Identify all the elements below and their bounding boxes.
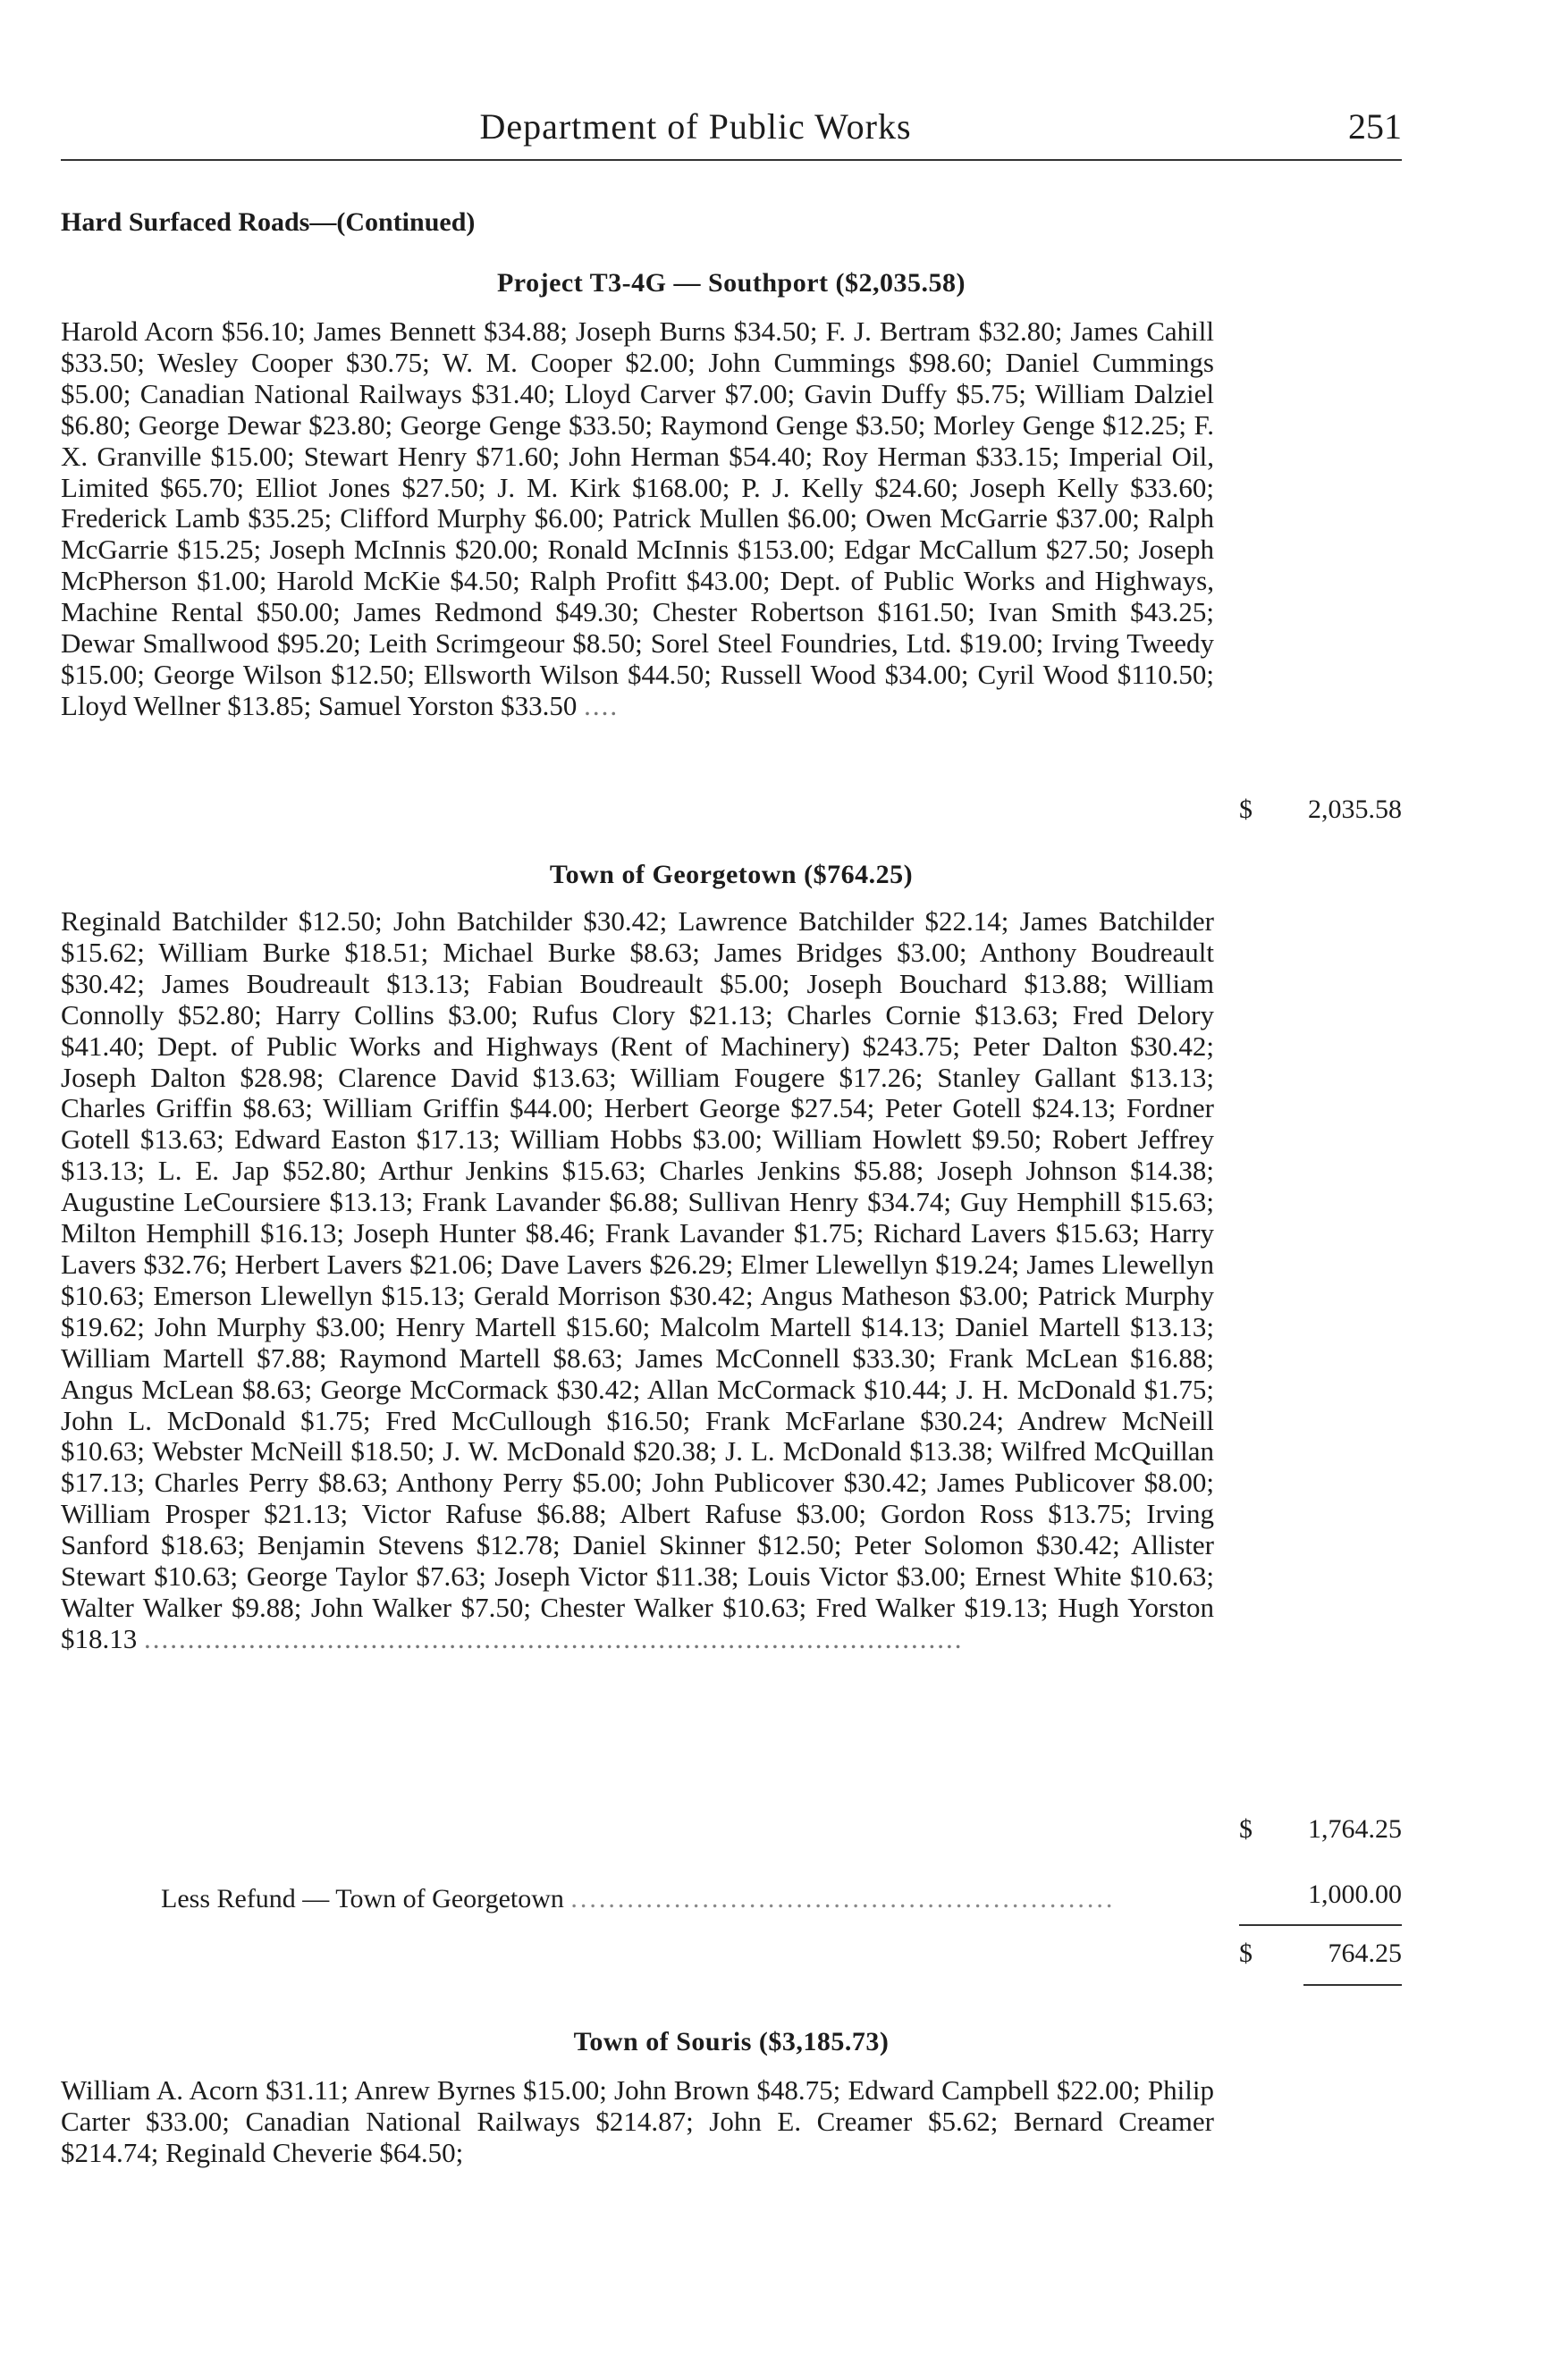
header-rule <box>61 159 1402 161</box>
paragraph-text: Reginald Batchilder $12.50; John Batchilder $30.42; Lawrence Batchilder $22.14; James Batchilder $15.62; William Burke $18.51; Michael Burke $8.63; James Bridges $3.00; Anthony Boudreault $30.42; James Boudreault $13.13; Fabian Boudreault $5.00; Joseph Bouchard $13.88; William Connolly $52.80; Harry Collins $3.00; Rufus Clory $21.13; Charles Cornie $13.63; Fred Delory $41.40; Dept. of Public Works and Highways (Rent of Machinery) $243.75; Peter Dalton $30.42; Joseph Dalton $28.98; Clarence David $13.63; William Fougere $17.26; Stanley Gallant $13.13; Charles Griffin $8.63; William Griffin $44.00; Herbert George $27.54; Peter Gotell $24.13; Fordner Gotell $13.63; Edward Easton $17.13; William Hobbs $3.00; William Howlett $9.50; Robert Jeffrey $13.13; L. E. Jap $52.80; Arthur Jenkins $15.63; Charles Jenkins $5.88; Joseph Johnson $14.38; Augustine LeCoursiere $13.13; Frank Lavander $6.88; Sullivan Henry $34.74; Guy Hemphill $15.63; Milton Hemphill $16.13; Joseph Hunter $8.46; Frank Lavander $1.75; Richard Lavers $15.63; Harry Lavers $32.76; Herbert Lavers $21.06; Dave Lavers $26.29; Elmer Llewellyn $19.24; James Llewellyn $10.63; Emerson Llewellyn $15.13; Gerald Morrison $30.42; Angus Matheson $3.00; Patrick Murphy $19.62; John Murphy $3.00; Henry Martell $15.60; Malcolm Martell $14.13; Daniel Martell $13.13; William Martell $7.88; Raymond Martell $8.63; James McConnell $33.30; Frank McLean $16.88; Angus McLean $8.63; George McCormack $30.42; Allan McCormack $10.44; J. H. McDonald $1.75; John L. McDonald $1.75; Fred McCullough $16.50; Frank McFarlane $30.24; Andrew McNeill $10.63; Webster McNeill $18.50; J. W. McDonald $20.38; J. L. McDonald $13.38; Wilfred McQuillan $17.13; Charles Perry $8.63; Anthony Perry $5.00; John Publicover $30.42; James Publicover $8.00; William Prosper $21.13; Victor Rafuse $6.88; Albert Rafuse $3.00; Gordon Ross $13.75; Irving Sanford $18.63; Benjamin Stevens $12.78; Daniel Skinner $12.50; Peter Solomon $30.42; Allister Stewart $10.63; George Taylor $7.63; Joseph Victor $11.38; Louis Victor $3.00; Ernest White $10.63; Walter Walker $9.88; John Walker $7.50; Chester Walker $10.63; Fred Walker $19.13; Hugh Yorston $18.13 <box>61 905 1214 1654</box>
less-refund-line <box>61 1884 1214 1914</box>
currency-symbol: $ <box>1239 1938 1253 1968</box>
dot-leader: .............................................................................................. <box>144 1622 964 1654</box>
paragraph-souris <box>61 2075 1214 2169</box>
dot-leader: .......................................................... <box>570 1884 1116 1913</box>
section-heading: Hard Surfaced Roads—(Continued) <box>61 207 476 237</box>
amount-value: 1,000.00 <box>1308 1880 1402 1909</box>
currency-symbol: $ <box>1239 1814 1253 1844</box>
block-title-souris: Town of Souris ($3,185.73) <box>573 2027 890 2056</box>
running-head <box>61 105 1402 159</box>
block-title-georgetown: Town of Georgetown ($764.25) <box>549 860 914 889</box>
dot-leader: .... <box>584 689 620 721</box>
amount-value: 1,764.25 <box>1308 1814 1402 1844</box>
paragraph-text: William A. Acorn $31.11; Anrew Byrnes $15.00; John Brown $48.75; Edward Campbell $22.00; Philip Carter $33.00; Canadian National Railways $214.87; John E. Creamer $5.62; Bernard Creamer $214.74; Reginald Cheverie $64.50; <box>61 2074 1214 2168</box>
amount-value: 764.25 <box>1328 1938 1402 1968</box>
running-title: Department of Public Works <box>479 106 912 147</box>
total-rule <box>1303 1984 1402 1986</box>
currency-symbol: $ <box>1239 795 1253 824</box>
subtotal-rule <box>1239 1924 1402 1926</box>
block-title-southport: Project T3-4G — Southport ($2,035.58) <box>496 268 966 298</box>
less-refund-label: Less Refund — Town of Georgetown <box>161 1884 564 1913</box>
page-number: 251 <box>1348 106 1402 147</box>
paragraph-georgetown <box>61 906 1214 1655</box>
paragraph-text: Harold Acorn $56.10; James Bennett $34.88; Joseph Burns $34.50; F. J. Bertram $32.80; James Cahill $33.50; Wesley Cooper $30.75; W. M. Cooper $2.00; John Cummings $98.60; Daniel Cummings $5.00; Canadian National Railways $31.40; Lloyd Carver $7.00; Gavin Duffy $5.75; William Dalziel $6.80; George Dewar $23.80; George Genge $33.50; Raymond Genge $3.50; Morley Genge $12.25; F. X. Granville $15.00; Stewart Henry $71.60; John Herman $54.40; Roy Herman $33.15; Imperial Oil, Limited $65.70; Elliot Jones $27.50; J. M. Kirk $168.00; P. J. Kelly $24.60; Joseph Kelly $33.60; Frederick Lamb $35.25; Clifford Murphy $6.00; Patrick Mullen $6.00; Owen McGarrie $37.00; Ralph McGarrie $15.25; Joseph McInnis $20.00; Ronald McInnis $153.00; Edgar McCallum $27.50; Joseph McPherson $1.00; Harold McKie $4.50; Ralph Profitt $43.00; Dept. of Public Works and Highways, Machine Rental $50.00; James Redmond $49.30; Chester Robertson $161.50; Ivan Smith $43.25; Dewar Smallwood $95.20; Leith Scrimgeour $8.50; Sorel Steel Foundries, Ltd. $19.00; Irving Tweedy $15.00; George Wilson $12.50; Ellsworth Wilson $44.50; Russell Wood $34.00; Cyril Wood $110.50; Lloyd Wellner $13.85; Samuel Yorston $33.50 <box>61 315 1214 721</box>
amount-value: 2,035.58 <box>1308 795 1402 824</box>
paragraph-southport <box>61 316 1214 722</box>
